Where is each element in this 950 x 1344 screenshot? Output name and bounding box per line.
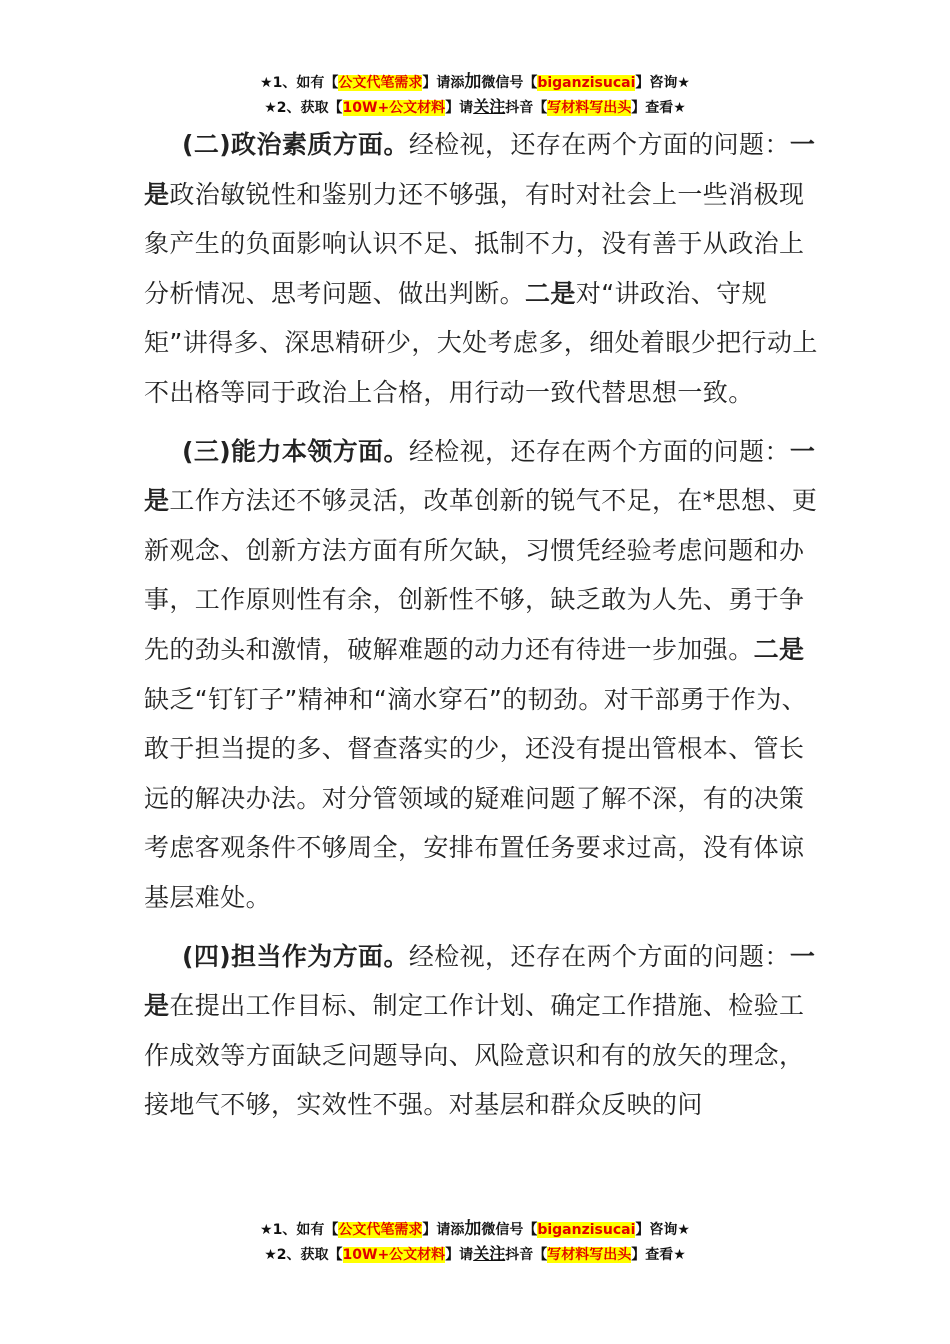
banner-line-2: ★2、获取【10W+公文材料】请关注抖音【写材料写出头】查看★ — [264, 97, 686, 116]
paragraph-political-quality: (二)政治素质方面。经检视，还存在两个方面的问题：一是政治敏锐性和鉴别力还不够强，有时对社会上一些消极现象产生的负面影响认识不足、抵制不力，没有善于从政治上分析情况、思考问题、做出判断。二是对“讲政治、守规矩”讲得多、深思精研少，大处考虑多，细处着眼少把行动上不出格等同于政治上合格，用行动一致代替思想一致。 — [144, 130, 818, 407]
star-icon: ★ — [264, 100, 277, 116]
highlight-douyin-account: 写材料写出头 — [547, 100, 632, 116]
section-heading: (二)政治素质方面。 — [182, 130, 409, 159]
banner-line-1: ★1、如有【公文代笔需求】请添加微信号【biganzisucai】咨询★ — [260, 1219, 690, 1239]
section-heading: (三)能力本领方面。 — [182, 436, 409, 466]
star-icon: ★ — [260, 1222, 273, 1238]
star-icon: ★ — [264, 1247, 277, 1263]
section-heading: (四)担当作为方面。 — [182, 941, 409, 971]
paragraph-responsibility: (四)担当作为方面。经检视，还存在两个方面的问题：一是在提出工作目标、制定工作计划、确定工作措施、检验工作成效等方面缺乏问题导向、风险意识和有的放矢的理念，接地气不够，实效性不强。对基层和群众反映的问 — [144, 941, 816, 1120]
banner-line-2: ★2、获取【10W+公文材料】请关注抖音【写材料写出头】查看★ — [264, 1244, 686, 1263]
highlight-service: 公文代笔需求 — [338, 1222, 423, 1238]
highlight-materials: 10W+公文材料 — [342, 100, 446, 116]
point-label: 一是 — [144, 436, 816, 516]
highlight-wechat-id: biganzisucai — [537, 75, 636, 91]
point-label: 一是 — [144, 130, 816, 209]
highlight-materials: 10W+公文材料 — [342, 1247, 446, 1263]
banner-line-1: ★1、如有【公文代笔需求】请添加微信号【biganzisucai】咨询★ — [260, 72, 690, 92]
highlight-service: 公文代笔需求 — [338, 75, 423, 91]
highlight-douyin-account: 写材料写出头 — [547, 1247, 632, 1263]
paragraph-ability: (三)能力本领方面。经检视，还存在两个方面的问题：一是工作方法还不够灵活，改革创新的锐气不足，在*思想、更新观念、创新方法方面有所欠缺，习惯凭经验考虑问题和办事，工作原则性有余，创新性不够，缺乏敢为人先、勇于争先的劲头和激情，破解难题的动力还有待进一步加强。二是缺乏“钉钉子”精神和“滴水穿石”的韧劲。对干部勇于作为、敢于担当提的多、督查落实的少，还没有提出管根本、管长远的解决办法。对分管领域的疑难问题了解不深，有的决策考虑客观条件不够周全，安排布置任务要求过高，没有体谅基层难处。 — [144, 436, 818, 912]
promo-banner-bottom — [0, 1217, 950, 1267]
star-icon: ★ — [260, 75, 273, 91]
highlight-wechat-id: biganzisucai — [537, 1222, 636, 1238]
point-label: 二是 — [525, 278, 576, 308]
document-body — [144, 120, 824, 1139]
promo-banner-top — [0, 70, 950, 120]
point-label: 一是 — [144, 941, 816, 1021]
point-label: 二是 — [753, 634, 805, 664]
